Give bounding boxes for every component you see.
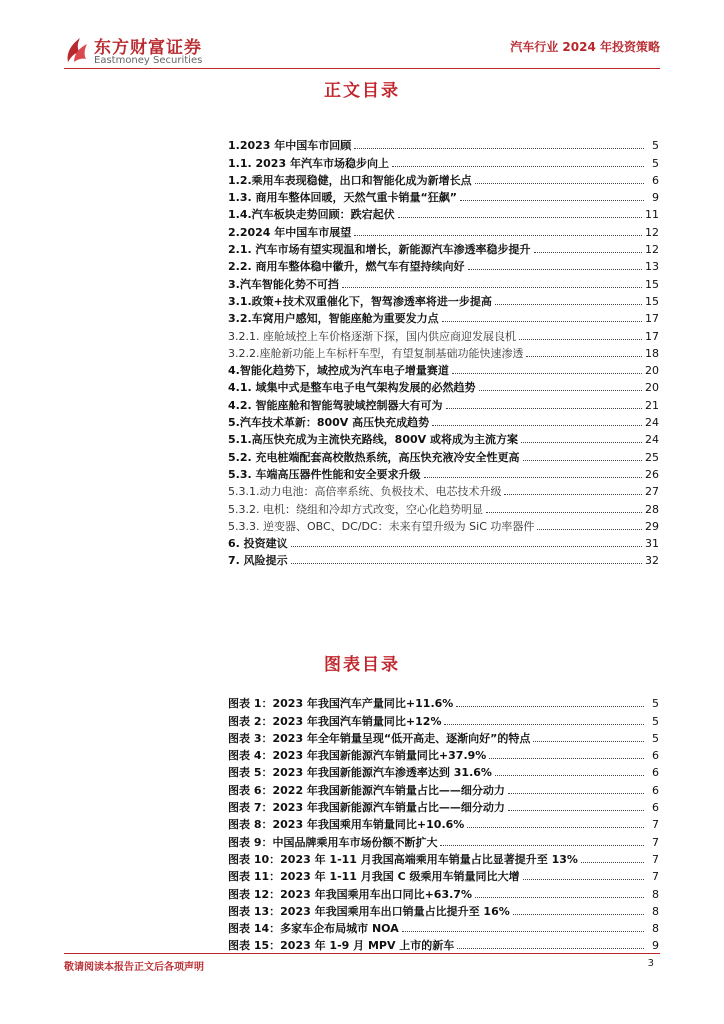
dot-leader (291, 545, 642, 547)
dot-leader (442, 320, 642, 322)
toc-entry-label: 3.汽车智能化势不可挡 (228, 277, 339, 291)
figure-entry-page: 8 (652, 922, 659, 936)
footer-divider (64, 953, 660, 954)
dot-leader (475, 182, 644, 184)
toc-entry[interactable] (228, 343, 659, 360)
figure-entry-page: 5 (652, 697, 659, 711)
toc-entry-page: 9 (652, 191, 659, 205)
figures-title: 图表目录 (324, 655, 400, 675)
toc-entry-label: 5.3.1.动力电池：高倍率系统、负极技术、电芯技术升级 (228, 485, 502, 499)
toc-entry[interactable] (228, 360, 659, 377)
toc-entry-page: 15 (645, 294, 659, 308)
toc-entry-label: 4.1. 域集中式是整车电子电气架构发展的必然趋势 (228, 381, 476, 395)
figure-entry-label: 图表 9：中国品牌乘用车市场份额不断扩大 (228, 835, 438, 849)
dot-leader (468, 268, 643, 270)
toc-entry-page: 25 (645, 450, 659, 464)
toc-entry-label: 2.1. 汽车市场有望实现温和增长，新能源汽车渗透率稳步提升 (228, 243, 531, 257)
toc-entry-page: 5 (652, 139, 659, 153)
toc-entry[interactable] (228, 377, 659, 394)
toc-entry-label: 2.2024 年中国车市展望 (228, 225, 352, 239)
toc-entry-page: 20 (645, 381, 659, 395)
toc-entry[interactable] (228, 394, 659, 411)
figure-entry-label: 图表 6：2022 年我国新能源汽车销量占比——细分动力 (228, 783, 505, 797)
figure-entry-label: 图表 4：2023 年我国新能源汽车销量同比+37.9% (228, 749, 487, 763)
toc-entry[interactable] (228, 464, 659, 481)
toc-entry[interactable] (228, 325, 659, 342)
toc-entry-page: 32 (645, 554, 659, 568)
figure-entry-label: 图表 14：多家车企布局城市 NOA (228, 922, 399, 936)
toc-entry-label: 5.2. 充电桩端配套高校散热系统，高压快充液冷安全性更高 (228, 450, 520, 464)
figure-entry-page: 7 (652, 818, 659, 832)
figure-entry-label: 图表 15：2023 年 1-9 月 MPV 上市的新车 (228, 939, 455, 953)
figure-entry[interactable] (228, 814, 659, 831)
toc-entry-page: 17 (645, 312, 659, 326)
dot-leader (519, 338, 642, 340)
dot-leader (457, 947, 644, 949)
dot-leader (521, 441, 642, 443)
toc-entry-label: 5.3.3. 逆变器、OBC、DC/DC：未来有望升级为 SiC 功率器件 (228, 519, 535, 533)
toc-entry-page: 12 (645, 243, 659, 257)
figure-entry[interactable] (228, 710, 659, 727)
figure-entry-label: 图表 3：2023 年全年销量呈现“低开高走、逐渐向好”的特点 (228, 731, 531, 745)
toc-entry-page: 17 (645, 329, 659, 343)
figure-entry-label: 图表 7：2023 年我国新能源汽车销量占比——细分动力 (228, 801, 505, 815)
figure-entry-page: 9 (652, 939, 659, 953)
toc-entry-page: 24 (645, 416, 659, 430)
toc-entry-page: 6 (652, 173, 659, 187)
toc-entry-page: 28 (645, 502, 659, 516)
dot-leader (537, 528, 642, 530)
toc-entry-label: 3.2.2.座舱新功能上车标杆车型，有望复制基础功能快速渗透 (228, 346, 524, 360)
dot-leader (392, 165, 644, 167)
toc-entry[interactable] (228, 170, 659, 187)
dot-leader (508, 792, 644, 794)
figure-entry[interactable] (228, 831, 659, 848)
dot-leader (504, 493, 642, 495)
toc-entry-page: 15 (645, 277, 659, 291)
dot-leader (460, 199, 644, 201)
figure-entry-page: 6 (652, 766, 659, 780)
toc-entry[interactable] (228, 446, 659, 463)
figure-entry[interactable] (228, 901, 659, 918)
toc-entry[interactable] (228, 239, 659, 256)
toc-entry[interactable] (228, 273, 659, 290)
dot-leader (489, 757, 644, 759)
toc-entry-label: 2.2. 商用车整体稳中徽升，燃气车有望持续向好 (228, 260, 465, 274)
toc-entry-label: 1.2.乘用车表现稳健，出口和智能化成为新增长点 (228, 173, 472, 187)
figure-entry-page: 5 (652, 714, 659, 728)
table-of-contents (228, 135, 659, 567)
toc-entry-page: 24 (645, 433, 659, 447)
dot-leader (495, 303, 642, 305)
toc-entry[interactable] (228, 550, 659, 567)
toc-entry-label: 5.3. 车端高压器件性能和安全要求升级 (228, 467, 421, 481)
dot-leader (581, 861, 644, 863)
toc-entry-page: 21 (645, 398, 659, 412)
toc-entry-page: 18 (645, 346, 659, 360)
figure-entry-label: 图表 13：2023 年我国乘用车出口销量占比提升至 16% (228, 904, 510, 918)
toc-entry[interactable] (228, 221, 659, 238)
toc-entry-page: 31 (645, 537, 659, 551)
dot-leader (467, 826, 644, 828)
toc-entry[interactable] (228, 429, 659, 446)
toc-entry-page: 5 (652, 156, 659, 170)
dot-leader (479, 389, 643, 391)
figure-entry-label: 图表 8：2023 年我国乘用车销量同比+10.6% (228, 818, 465, 832)
toc-entry-label: 5.汽车技术革新：800V 高压快充成趋势 (228, 416, 430, 430)
dot-leader (523, 878, 645, 880)
figure-entry-page: 7 (652, 870, 659, 884)
figure-entry[interactable] (228, 866, 659, 883)
page-number: 3 (647, 958, 654, 969)
eastmoney-logo-icon (64, 34, 90, 64)
toc-entry-label: 5.1.高压快充成为主流快充路线，800V 或将成为主流方案 (228, 433, 518, 447)
figure-entry-label: 图表 10：2023 年 1-11 月我国高端乘用车销量占比显著提升至 13% (228, 852, 578, 866)
dot-leader (424, 476, 643, 478)
header-divider (64, 68, 660, 69)
figure-entry-label: 图表 12：2023 年我国乘用车出口同比+63.7% (228, 887, 472, 901)
toc-entry-label: 7. 风险提示 (228, 554, 288, 568)
dot-leader (456, 705, 644, 707)
toc-entry-page: 13 (645, 260, 659, 274)
toc-entry-label: 3.2.1. 座舱域控上车价格逐渐下探，国内供应商迎发展良机 (228, 329, 516, 343)
toc-entry[interactable] (228, 308, 659, 325)
toc-entry-label: 4.智能化趋势下，域控成为汽车电子增量赛道 (228, 364, 449, 378)
toc-entry-label: 3.1.政策+技术双重催化下，智驾渗透率将进一步提高 (228, 294, 492, 308)
dot-leader (291, 562, 642, 564)
dot-leader (513, 913, 644, 915)
figure-entry-page: 6 (652, 783, 659, 797)
figure-entry-page: 8 (652, 887, 659, 901)
figure-entry-label: 图表 2：2023 年我国汽车销量同比+12% (228, 714, 442, 728)
toc-entry-page: 29 (645, 519, 659, 533)
dot-leader (533, 740, 644, 742)
dot-leader (342, 286, 642, 288)
figure-entry[interactable] (228, 745, 659, 762)
dot-leader (526, 355, 642, 357)
dot-leader (440, 844, 644, 846)
dot-leader (523, 459, 643, 461)
dot-leader (475, 896, 644, 898)
toc-entry-page: 27 (645, 485, 659, 499)
toc-entry[interactable] (228, 533, 659, 550)
brand-name-cn: 东方财富证券 (94, 38, 202, 58)
report-title: 汽车行业 2024 年投资策略 (510, 40, 660, 54)
dot-leader (402, 930, 644, 932)
page-header (0, 0, 724, 70)
dot-leader (495, 774, 644, 776)
toc-entry-label: 5.3.2. 电机：绕组和冷却方式改变，空心化趋势明显 (228, 502, 483, 516)
figure-entry-label: 图表 1：2023 年我国汽车产量同比+11.6% (228, 697, 454, 711)
toc-entry[interactable] (228, 498, 659, 515)
toc-entry-page: 12 (645, 225, 659, 239)
figure-entry-page: 6 (652, 749, 659, 763)
figure-entry[interactable] (228, 918, 659, 935)
figure-entry-label: 图表 5：2023 年我国新能源汽车渗透率达到 31.6% (228, 766, 492, 780)
toc-entry-label: 1.3. 商用车整体回暖，天然气重卡销量“狂飙” (228, 191, 457, 205)
figure-entry[interactable] (228, 797, 659, 814)
brand-name-en: Eastmoney Securities (94, 55, 203, 66)
figure-entry-page: 7 (652, 852, 659, 866)
figure-entry[interactable] (228, 849, 659, 866)
toc-entry[interactable] (228, 187, 659, 204)
figure-entry[interactable] (228, 728, 659, 745)
figure-entry[interactable] (228, 693, 659, 710)
toc-entry[interactable] (228, 412, 659, 429)
figure-entry-label: 图表 11：2023 年 1-11 月我国 C 级乘用车销量同比大增 (228, 870, 520, 884)
figure-entry[interactable] (228, 883, 659, 900)
dot-leader (444, 723, 644, 725)
figure-entry[interactable] (228, 779, 659, 796)
toc-entry[interactable] (228, 256, 659, 273)
figure-entry[interactable] (228, 762, 659, 779)
toc-entry-label: 6. 投资建议 (228, 537, 288, 551)
dot-leader (452, 372, 642, 374)
figure-entry-page: 8 (652, 904, 659, 918)
dot-leader (354, 147, 644, 149)
dot-leader (398, 216, 642, 218)
dot-leader (486, 511, 642, 513)
toc-entry-label: 3.2.车窝用户感知，智能座舱为重要发力点 (228, 312, 439, 326)
toc-title: 正文目录 (324, 81, 400, 101)
figure-index (228, 693, 659, 952)
disclaimer-note: 敬请阅读本报告正文后各项声明 (64, 962, 204, 973)
toc-entry-label: 1.2023 年中国车市回顾 (228, 139, 352, 153)
toc-entry[interactable] (228, 291, 659, 308)
figure-entry[interactable] (228, 935, 659, 952)
toc-entry-page: 26 (645, 467, 659, 481)
toc-entry-label: 4.2. 智能座舱和智能驾驶域控制器大有可为 (228, 398, 443, 412)
dot-leader (354, 234, 642, 236)
toc-entry-label: 1.1. 2023 年汽车市场稳步向上 (228, 156, 389, 170)
figure-entry-page: 7 (652, 835, 659, 849)
dot-leader (446, 407, 643, 409)
dot-leader (432, 424, 642, 426)
figure-entry-page: 5 (652, 731, 659, 745)
toc-entry-label: 1.4.汽车板块走势回顾：跌宕起伏 (228, 208, 395, 222)
toc-entry[interactable] (228, 152, 659, 169)
toc-entry[interactable] (228, 135, 659, 152)
figure-entry-page: 6 (652, 801, 659, 815)
dot-leader (534, 251, 643, 253)
toc-entry-page: 20 (645, 364, 659, 378)
toc-entry[interactable] (228, 481, 659, 498)
dot-leader (508, 809, 644, 811)
toc-entry-page: 11 (645, 208, 659, 222)
toc-entry[interactable] (228, 204, 659, 221)
toc-entry[interactable] (228, 516, 659, 533)
